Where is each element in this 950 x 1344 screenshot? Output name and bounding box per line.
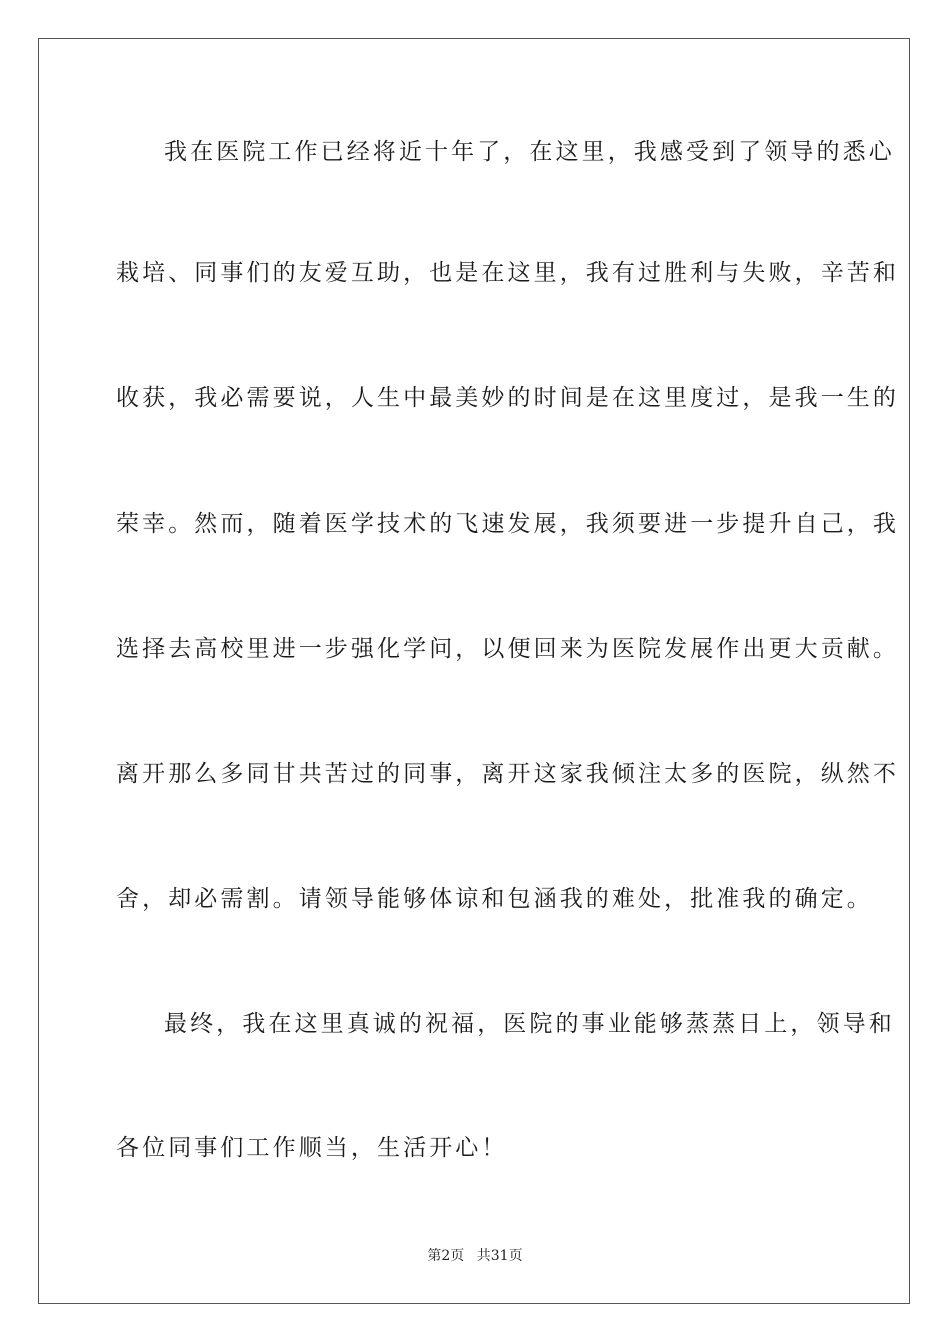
- paragraph-1-line-7: 舍，却必需割。请领导能够体谅和包涵我的难处，批准我的确定。: [116, 886, 873, 912]
- page-footer: [0, 1247, 950, 1265]
- paragraph-1-line-2: 栽培、同事们的友爱互助，也是在这里，我有过胜利与失败，辛苦和: [116, 260, 899, 286]
- total-page-count: 共31页: [476, 1248, 523, 1264]
- paragraph-1-line-4: 荣幸。然而，随着医学技术的飞速发展，我须要进一步提升自己，我: [116, 511, 899, 537]
- paragraph-1-line-6: 离开那么多同甘共苦过的同事，离开这家我倾注太多的医院，纵然不: [116, 761, 899, 787]
- paragraph-1-line-5: 选择去高校里进一步强化学问，以便回来为医院发展作出更大贡献。: [116, 636, 899, 662]
- paragraph-1-line-1: 我在医院工作已经将近十年了，在这里，我感受到了领导的悉心: [164, 139, 895, 165]
- current-page-number: 第2页: [427, 1248, 465, 1264]
- page-border: [38, 38, 910, 1304]
- paragraph-2-line-1: 最终，我在这里真诚的祝福，医院的事业能够蒸蒸日上，领导和: [164, 1011, 895, 1037]
- paragraph-1-line-3: 收获，我必需要说，人生中最美妙的时间是在这里度过，是我一生的: [116, 385, 899, 411]
- paragraph-2-line-2: 各位同事们工作顺当，生活开心！: [116, 1135, 508, 1161]
